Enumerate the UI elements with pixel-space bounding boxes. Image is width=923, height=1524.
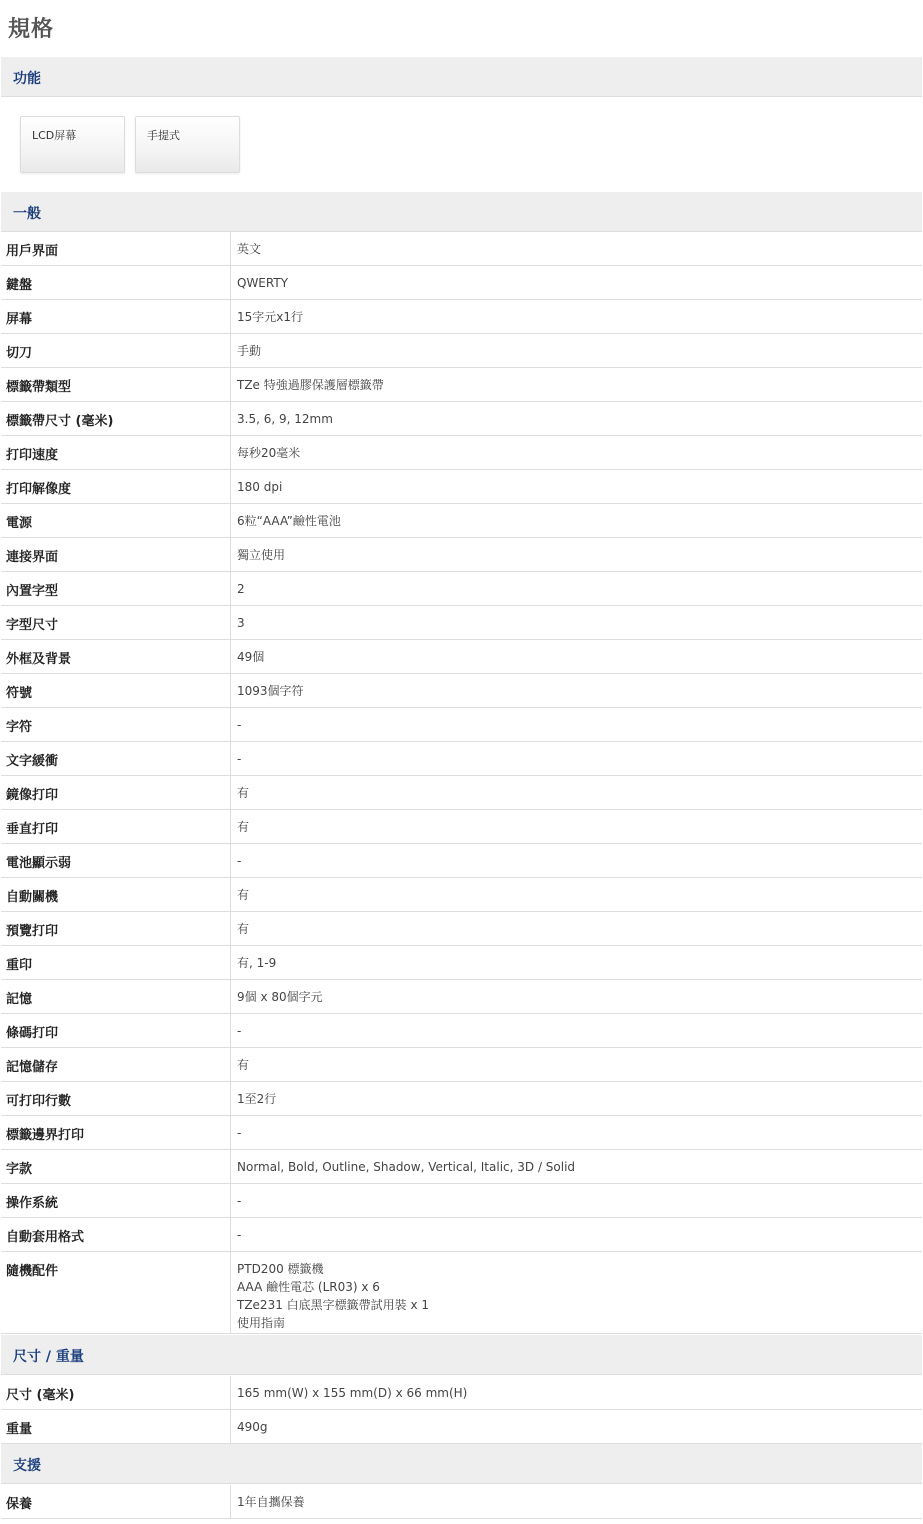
spec-label: 隨機配件 <box>1 1252 231 1333</box>
spec-label: 連接界面 <box>1 538 231 571</box>
spec-value: 英文 <box>237 242 262 256</box>
accessory-item: 使用指南 <box>237 1316 286 1330</box>
table-row <box>1 1184 922 1218</box>
spec-value: 15字元x1行 <box>237 310 304 324</box>
spec-label: 字款 <box>1 1150 231 1183</box>
spec-value: 2 <box>237 582 245 596</box>
table-row <box>1 742 922 776</box>
spec-label: 重量 <box>1 1410 231 1443</box>
spec-label: 電源 <box>1 504 231 537</box>
table-row <box>1 1218 922 1252</box>
table-row <box>1 1014 922 1048</box>
section-title-general: 一般 <box>13 206 41 222</box>
table-row <box>1 844 922 878</box>
feature-label: 手提式 <box>147 129 180 142</box>
spec-value: 有, 1-9 <box>237 956 277 970</box>
spec-value: 有 <box>237 820 250 834</box>
table-row <box>1 368 922 402</box>
table-row <box>1 504 922 538</box>
spec-value: 有 <box>237 1058 250 1072</box>
spec-label: 字符 <box>1 708 231 741</box>
section-title-dimensions: 尺寸 / 重量 <box>13 1349 84 1365</box>
feature-lcd-screen[interactable] <box>20 116 125 173</box>
spec-label: 標籤帶尺寸 (毫米) <box>1 402 231 435</box>
spec-value: - <box>237 752 242 766</box>
spec-value: 3 <box>237 616 245 630</box>
spec-label: 操作系統 <box>1 1184 231 1217</box>
table-row <box>1 640 922 674</box>
section-title-support: 支援 <box>13 1458 41 1474</box>
spec-value: - <box>237 1194 242 1208</box>
spec-value: - <box>237 854 242 868</box>
table-row <box>1 1376 922 1410</box>
spec-label: 自動套用格式 <box>1 1218 231 1251</box>
spec-label: 預覽打印 <box>1 912 231 945</box>
spec-label: 用戶界面 <box>1 232 231 265</box>
table-row <box>1 776 922 810</box>
spec-value: QWERTY <box>237 276 289 290</box>
table-row <box>1 980 922 1014</box>
spec-value: 3.5, 6, 9, 12mm <box>237 412 333 426</box>
table-row <box>1 436 922 470</box>
table-row <box>1 878 922 912</box>
table-row <box>1 708 922 742</box>
spec-value <box>231 1252 922 1333</box>
spec-label: 鍵盤 <box>1 266 231 299</box>
spec-label: 內置字型 <box>1 572 231 605</box>
table-row <box>1 674 922 708</box>
section-title-features: 功能 <box>13 71 41 87</box>
spec-value: TZe 特強過膠保護層標籤帶 <box>237 378 384 392</box>
table-row <box>1 606 922 640</box>
table-row <box>1 1150 922 1184</box>
spec-label: 保養 <box>1 1485 231 1518</box>
spec-value: 有 <box>237 786 250 800</box>
table-row <box>1 912 922 946</box>
spec-value: - <box>237 1024 242 1038</box>
general-spec-table <box>1 232 922 1334</box>
section-header-features <box>1 57 922 97</box>
accessory-item: PTD200 標籤機 <box>237 1262 324 1276</box>
spec-label: 標籤邊界打印 <box>1 1116 231 1149</box>
section-header-dimensions <box>1 1335 922 1375</box>
spec-value: 1年自攜保養 <box>237 1495 305 1509</box>
page-title: 規格 <box>8 17 55 42</box>
spec-value: - <box>237 718 242 732</box>
table-row <box>1 572 922 606</box>
spec-value: 獨立使用 <box>237 548 286 562</box>
table-row <box>1 266 922 300</box>
spec-label: 垂直打印 <box>1 810 231 843</box>
spec-value: 有 <box>237 888 250 902</box>
support-spec-table <box>1 1485 922 1519</box>
spec-label: 字型尺寸 <box>1 606 231 639</box>
spec-value: 9個 x 80個字元 <box>237 990 323 1004</box>
spec-label: 打印速度 <box>1 436 231 469</box>
spec-label: 標籤帶類型 <box>1 368 231 401</box>
spec-value: 每秒20毫米 <box>237 446 301 460</box>
section-header-general <box>1 192 922 232</box>
table-row <box>1 402 922 436</box>
spec-value: 49個 <box>237 650 265 664</box>
spec-label: 條碼打印 <box>1 1014 231 1047</box>
spec-value: 有 <box>237 922 250 936</box>
spec-value: 165 mm(W) x 155 mm(D) x 66 mm(H) <box>237 1386 468 1400</box>
spec-label: 尺寸 (毫米) <box>1 1376 231 1409</box>
table-row <box>1 810 922 844</box>
spec-label: 電池顯示弱 <box>1 844 231 877</box>
feature-label: LCD屏幕 <box>32 129 77 142</box>
spec-label: 記憶 <box>1 980 231 1013</box>
spec-label: 符號 <box>1 674 231 707</box>
table-row <box>1 1410 922 1444</box>
spec-label: 記憶儲存 <box>1 1048 231 1081</box>
table-row <box>1 1116 922 1150</box>
spec-value: Normal, Bold, Outline, Shadow, Vertical, Italic, 3D / Solid <box>237 1160 576 1174</box>
spec-value: 490g <box>237 1420 268 1434</box>
spec-label: 可打印行數 <box>1 1082 231 1115</box>
table-row <box>1 538 922 572</box>
spec-label: 屏幕 <box>1 300 231 333</box>
spec-value: - <box>237 1126 242 1140</box>
spec-value: 180 dpi <box>237 480 283 494</box>
spec-label: 文字緩衝 <box>1 742 231 775</box>
section-header-support <box>1 1444 922 1484</box>
spec-value: 6粒“AAA”鹼性電池 <box>237 514 341 528</box>
table-row <box>1 470 922 504</box>
accessory-item: AAA 鹼性電芯 (LR03) x 6 <box>237 1280 380 1294</box>
spec-label: 重印 <box>1 946 231 979</box>
table-row <box>1 1485 922 1519</box>
spec-label: 切刀 <box>1 334 231 367</box>
table-row <box>1 334 922 368</box>
spec-label: 自動關機 <box>1 878 231 911</box>
table-row <box>1 1082 922 1116</box>
spec-label: 外框及背景 <box>1 640 231 673</box>
feature-portable[interactable] <box>135 116 240 173</box>
dimensions-spec-table <box>1 1376 922 1444</box>
table-row <box>1 1048 922 1082</box>
table-row <box>1 946 922 980</box>
spec-value: 1093個字符 <box>237 684 304 698</box>
spec-label: 打印解像度 <box>1 470 231 503</box>
table-row <box>1 300 922 334</box>
table-row <box>1 1252 922 1334</box>
table-row <box>1 232 922 266</box>
accessory-item: TZe231 白底黑字標籤帶試用裝 x 1 <box>237 1298 430 1312</box>
spec-value: 1至2行 <box>237 1092 277 1106</box>
spec-value: 手動 <box>237 344 262 358</box>
spec-label: 鏡像打印 <box>1 776 231 809</box>
spec-value: - <box>237 1228 242 1242</box>
